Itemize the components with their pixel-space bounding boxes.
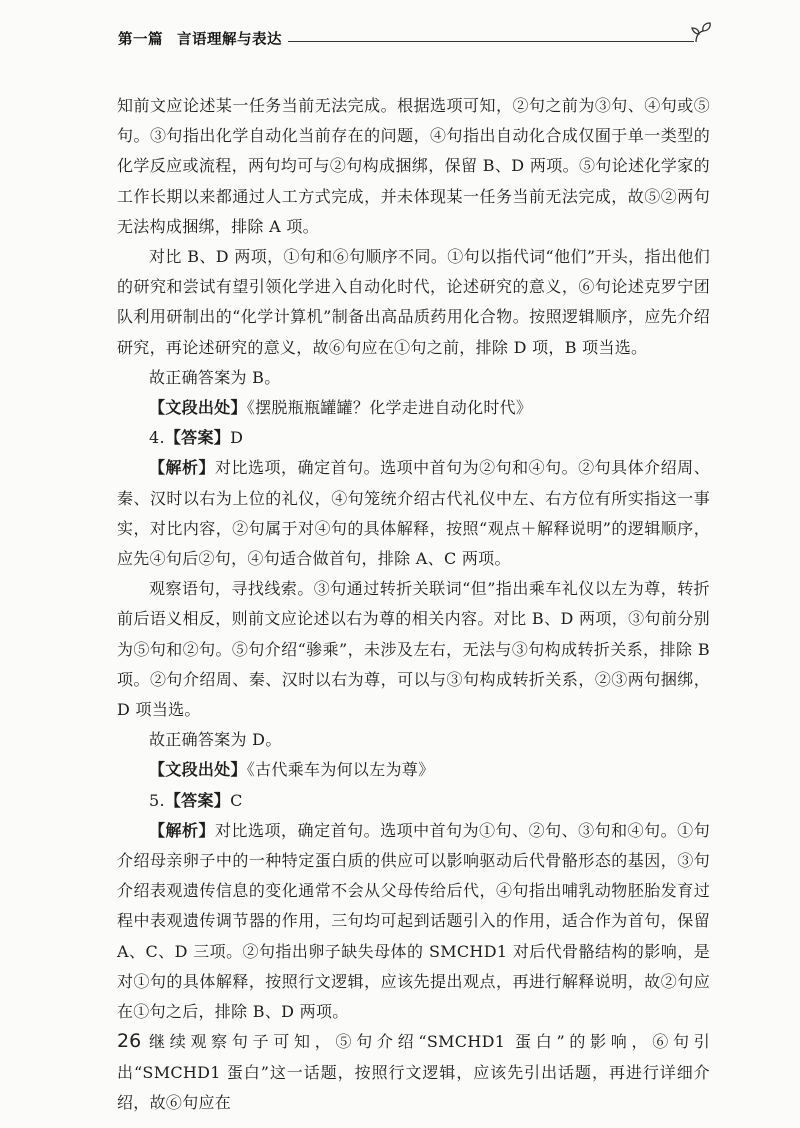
paragraph-p5 [117, 423, 710, 453]
paragraph-text: 对比选项，确定首句。选项中首句为②句和④句。②句具体介绍周、秦、汉时以右为上位的礼仪，④句笼统介绍古代礼仪中左、右方位有所实指这一事实，对比内容，②句属于对④句的具体解释，按照“观点＋解释说明”的逻辑顺序，应先④句后②句，④句适合做首句，排除 A、C 两项。 [117, 458, 710, 569]
paragraph-p8 [117, 725, 710, 755]
section-label: 【解析】 [149, 820, 216, 840]
header-rule [288, 41, 694, 42]
paragraph-p12 [117, 1027, 710, 1118]
paragraph-text: 《古代乘车为何以左为尊》 [246, 760, 435, 780]
page-number: 26 [117, 1030, 142, 1052]
section-label: 【答案】 [164, 428, 231, 448]
paragraph-p4 [117, 393, 710, 423]
paragraph-text: 《摆脱瓶瓶罐罐？化学走进自动化时代》 [246, 398, 533, 418]
paragraph-text: 对比 B、D 两项，①句和⑥句顺序不同。①句以指代词“他们”开头，指出他们的研究和尝试有望引领化学进入自动化时代，论述研究的意义，⑥句论述克罗宁团队利用研制出的“化学计算机”制备出高品质药用化合物。按照逻辑顺序，应先介绍研究，再论述研究的意义，故⑥句应在①句之前，排除 D 项，B 项当选。 [117, 247, 710, 357]
paragraph-text: 继续观察句子可知，⑤句介绍“SMCHD1 蛋白”的影响，⑥句引出“SMCHD1 蛋白”这一话题，按照行文逻辑，应该先引出话题，再进行详细介绍，故⑥句应在 [117, 1032, 710, 1112]
paragraph-p10 [117, 786, 710, 816]
paragraph-p2 [117, 242, 710, 363]
paragraph-text: D [230, 428, 244, 448]
paragraph-text: 观察语句，寻找线索。③句通过转折关联词“但”指出乘车礼仪以左为尊，转折前后语义相反，则前文应论述以右为尊的相关内容。对比 B、D 两项，③句前分别为⑤句和②句。⑤句介绍“骖乘”，未涉及左右，无法与③句构成转折关系，排除 B 项。②句介绍周、秦、汉时以右为尊，可以与③句构成转折关系，②③两句捆绑，D 项当选。 [117, 579, 710, 720]
paragraph-text: 知前文应论述某一任务当前无法完成。根据选项可知，②句之前为③句、④句或⑤句。③句指出化学自动化当前存在的问题，④句指出自动化合成仅囿于单一类型的化学反应或流程，两句均可与②句构成捆绑，保留 B、D 两项。⑤句论述化学家的工作长期以来都通过人工方式完成，并未体现某一任务当前无法完成，故⑤②两句无法构成捆绑，排除 A 项。 [117, 96, 710, 236]
paragraph-text: 故正确答案为 D。 [149, 730, 282, 750]
header-text [118, 28, 282, 49]
section-label: 【文段出处】 [149, 760, 247, 780]
question-number: 5. [149, 790, 165, 810]
section-label: 【答案】 [164, 790, 231, 810]
paragraph-text: C [230, 790, 243, 810]
question-number: 4. [149, 428, 165, 448]
page-body [117, 91, 710, 1118]
paragraph-text: 对比选项，确定首句。选项中首句为①句、②句、③句和④句。①句介绍母亲卵子中的一种特定蛋白质的供应可以影响驱动后代骨骼形态的基因，③句介绍表观遗传信息的变化通常不会从父母传给后代，④句指出哺乳动物胚胎发育过程中表观遗传调节器的作用，三句均可起到话题引入的作用，适合作为首句，保留 A、C、D 三项。②句指出卵子缺失母体的 SMCHD1 对后代骨骼结构的影响，是对①句的具体解释，按照行文逻辑，应该先提出观点，再进行解释说明，故②句应在①句之后，排除 B、D 两项。 [117, 820, 710, 1022]
paragraph-p11 [117, 816, 710, 1027]
paragraph-text: 故正确答案为 B。 [149, 367, 281, 387]
running-header [118, 21, 718, 51]
paragraph-p6 [117, 453, 710, 574]
paragraph-p7 [117, 574, 710, 725]
section-label: 【解析】 [149, 458, 216, 478]
section-label: 【文段出处】 [149, 398, 247, 418]
header-part: 第一篇 [118, 32, 163, 48]
paragraph-p9 [117, 755, 710, 785]
paragraph-p1 [117, 91, 710, 242]
paragraph-p3 [117, 363, 710, 393]
sprout-icon [690, 21, 714, 45]
header-title: 言语理解与表达 [177, 32, 282, 48]
